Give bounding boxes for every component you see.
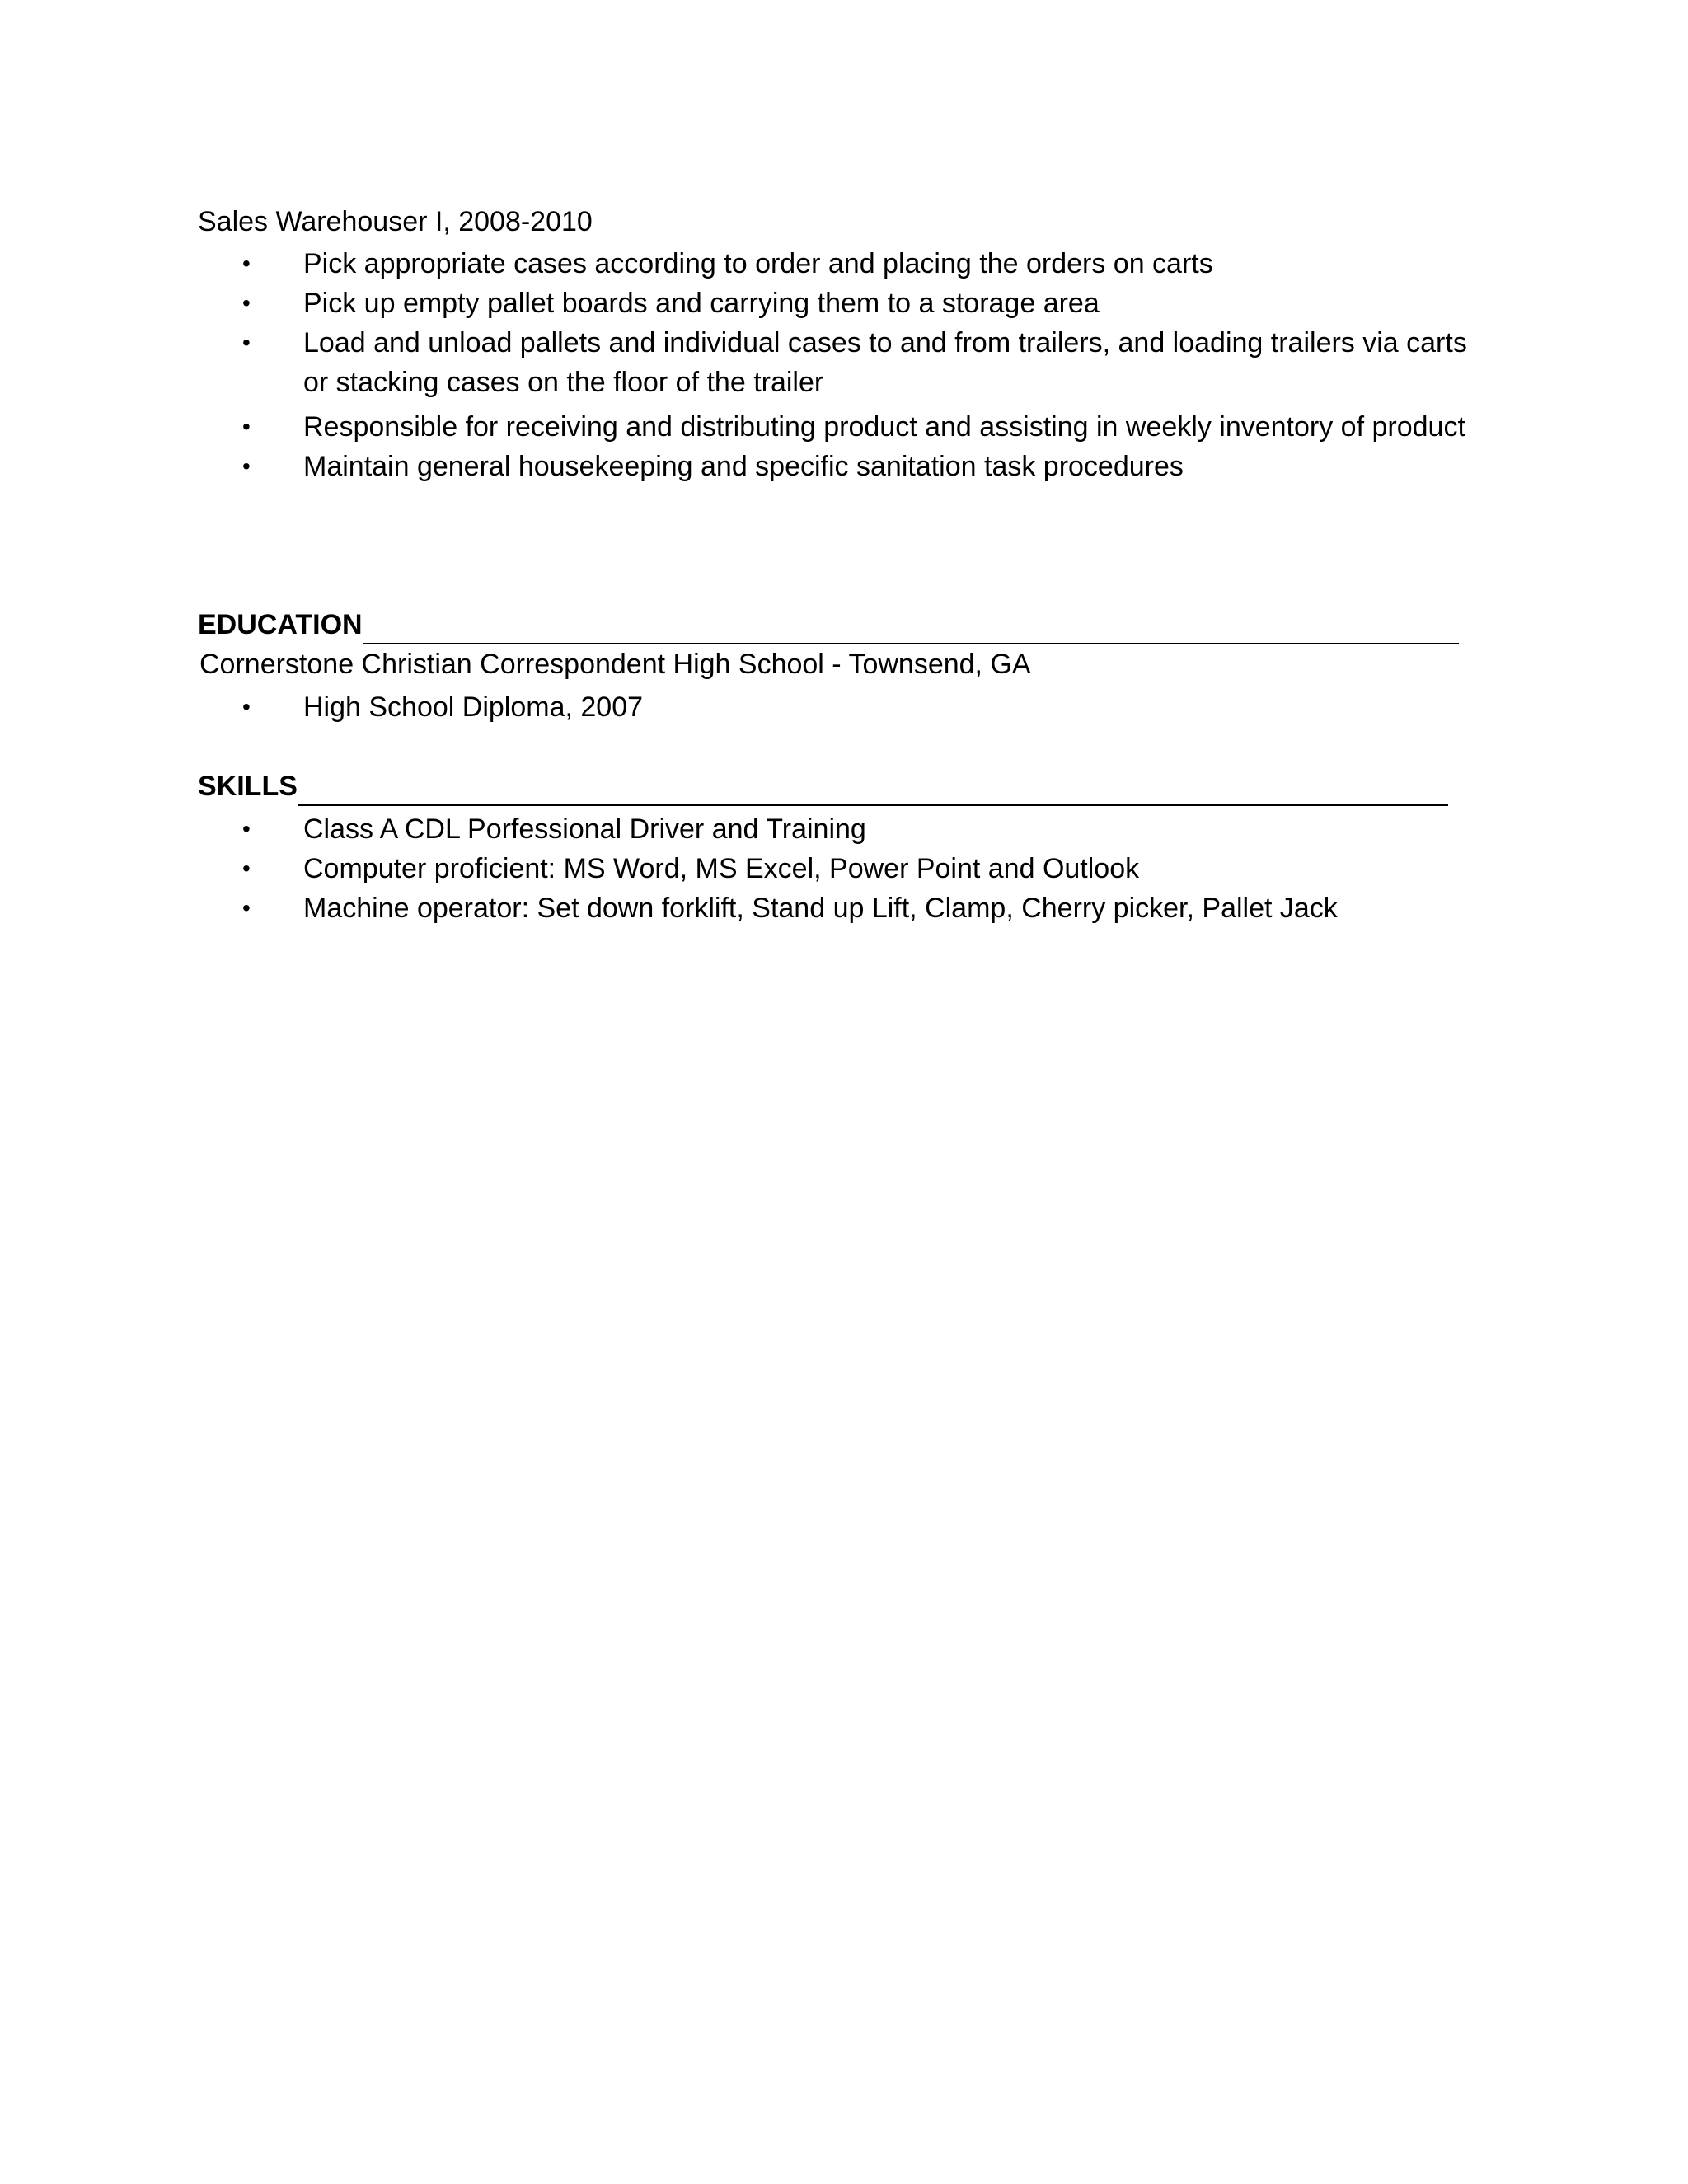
list-item (198, 447, 1484, 486)
job-title: Sales Warehouser I, 2008-2010 (198, 206, 593, 237)
education-list (198, 687, 1484, 727)
list-item-text: Pick up empty pallet boards and carrying them to a storage area (303, 288, 1100, 319)
list-item (198, 244, 1484, 284)
skills-heading (198, 766, 1448, 806)
school-name: Cornerstone Christian Correspondent High School - Townsend, GA (199, 649, 1031, 680)
skills-list (198, 809, 1484, 928)
bullet-icon: • (242, 453, 251, 479)
list-item-text: Maintain general housekeeping and specific sanitation task procedures (303, 451, 1184, 482)
education-heading (198, 605, 1459, 644)
list-item (198, 849, 1484, 888)
skills-heading-text: SKILLS (198, 771, 298, 802)
bullet-icon: • (242, 251, 251, 276)
bullet-icon: • (242, 855, 251, 881)
list-item (198, 809, 1484, 849)
list-item-text: Computer proficient: MS Word, MS Excel, Power Point and Outlook (303, 853, 1140, 884)
list-item-text: Class A CDL Porfessional Driver and Training (303, 813, 866, 845)
list-item-text: Load and unload pallets and individual cases to and from trailers, and loading trailers via carts or stacking cases on the floor of the trailer (303, 327, 1467, 398)
list-item (198, 323, 1484, 402)
job-duties-list (198, 244, 1484, 486)
bullet-icon: • (242, 330, 251, 355)
bullet-icon: • (242, 290, 251, 316)
list-item-text: High School Diploma, 2007 (303, 691, 644, 723)
list-item-text: Responsible for receiving and distributing product and assisting in weekly inventory of product (303, 411, 1465, 443)
education-heading-text: EDUCATION (198, 609, 363, 640)
list-item (198, 284, 1484, 323)
list-item-text: Pick appropriate cases according to order and placing the orders on carts (303, 248, 1213, 279)
bullet-icon: • (242, 816, 251, 841)
list-item-text: Machine operator: Set down forklift, Stand up Lift, Clamp, Cherry picker, Pallet Jack (303, 893, 1338, 924)
list-item (198, 407, 1484, 447)
list-item (198, 888, 1484, 928)
bullet-icon: • (242, 694, 251, 719)
list-item (198, 687, 1484, 727)
bullet-icon: • (242, 414, 251, 439)
heading-rule (298, 771, 1448, 806)
heading-rule (363, 610, 1459, 644)
bullet-icon: • (242, 895, 251, 921)
